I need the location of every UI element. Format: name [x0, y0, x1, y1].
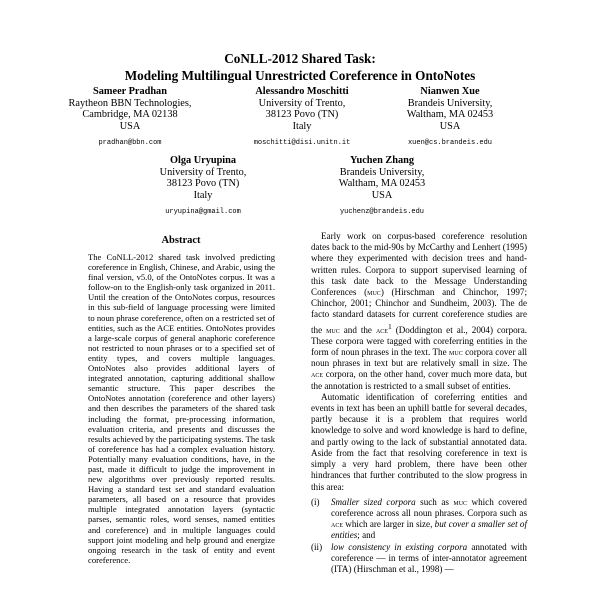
acronym: muc	[453, 496, 468, 507]
author-email: pradhan@bbn.com	[98, 139, 162, 147]
author-block	[60, 86, 200, 150]
author-affil-line: Waltham, MA 02453	[338, 178, 426, 189]
list-label: (i)	[311, 496, 320, 507]
emphasis: Smaller sized corpora	[331, 496, 416, 507]
acronym: muc	[367, 287, 381, 298]
title-line-2: Modeling Multilingual Unrestricted Coreference in OntoNotes	[124, 68, 476, 83]
intro-paragraph-1	[311, 231, 527, 392]
author-block	[312, 155, 452, 219]
author-affil-line: 38123 Povo (TN)	[265, 109, 339, 120]
text-run: annotated with coreference — in terms of inter-annotator agreement (ITA) (Hirschman et al., 1998) —	[331, 541, 527, 574]
text-run: corpora, on the other hand, cover much more data, but the annotation is restricted to a small subset of entities.	[311, 369, 527, 391]
acronym: muc	[326, 324, 340, 335]
text-run: corpora cover all noun phrases in text but are relatively small in size. The	[311, 347, 527, 369]
list-item	[311, 542, 527, 576]
author-affil-line: 38123 Povo (TN)	[166, 178, 240, 189]
acronym: ace	[375, 324, 388, 335]
emphasis: low consistency in existing corpora	[331, 541, 468, 552]
list-label: (ii)	[311, 541, 323, 552]
text-run: (Doddington et al., 2004) corpora. These corpora were tagged with coreferring entities in the form of noun phrases in the text. The	[311, 324, 528, 358]
author-affil-line: Cambridge, MA 02138	[82, 109, 178, 120]
author-block	[380, 86, 520, 150]
author-name: Yuchen Zhang	[349, 155, 414, 166]
author-email: uryupina@gmail.com	[165, 208, 241, 216]
body-column	[311, 231, 527, 575]
text-run: ) (Hirschman and Chinchor, 1997; Chinchor, 2001; Chinchor and Sundheim, 2003). The de facto standard datasets for current coreference studies are the	[311, 287, 527, 335]
author-email: xuen@cs.brandeis.edu	[407, 139, 492, 147]
text-run: which covered coreference across all noun phrases. Corpora such as	[331, 496, 527, 518]
author-block	[232, 86, 372, 150]
author-name: Olga Uryupina	[169, 155, 237, 166]
author-affil-line: Raytheon BBN Technologies,	[68, 97, 192, 109]
text-run: which are larger in size,	[343, 519, 435, 530]
author-name: Nianwen Xue	[420, 86, 480, 97]
acronym: ace	[331, 519, 343, 530]
list-item	[311, 497, 527, 542]
intro-paragraph-2: Automatic identification of coreferring entities and events in text has been an uphill battle for several decades, partly because it is a problem that requires world knowledge to solve and word knowledge is hard to define, and partly owing to the lack of substantial annotated data. Aside from the fact that resolving coreference in text is simply a very hard problem, there have been other hindrances that further contributed to the slow progress in this area:	[311, 391, 527, 492]
author-affil-line: University of Trento,	[258, 97, 346, 109]
author-affil-line: USA	[371, 189, 393, 201]
abstract-heading: Abstract	[161, 235, 201, 246]
author-email: yuchenz@brandeis.edu	[339, 208, 424, 216]
text-run: Early work on corpus-based coreference resolution dates back to the mid-90s by McCarthy and Lenhert (1995) where they experimented with decision trees and hand-written rules. Corpora to support supervised learning of this task date back to the Message Understanding Conferences (	[311, 231, 527, 298]
title-line-1: CoNLL-2012 Shared Task:	[224, 51, 376, 66]
author-affil-line: Brandeis University,	[407, 97, 493, 109]
footnote-marker: 1	[387, 321, 392, 331]
author-affil-line: USA	[119, 120, 141, 132]
author-name: Alessandro Moschitti	[255, 86, 349, 97]
text-run: ; and	[357, 530, 376, 541]
author-block	[133, 155, 273, 219]
author-affil-line: Italy	[193, 189, 213, 201]
author-email: moschitti@disi.unitn.it	[253, 139, 351, 147]
acronym: ace	[311, 369, 323, 380]
abstract-text: The CoNLL-2012 shared task involved predicting coreference in English, Chinese, and Arabic, using the final version, v5.0, of the OntoNotes corpus. It was a follow-on to the English-only task organized in 2011. Until the creation of the OntoNotes corpus, resources in this sub-field of language processing were limited to noun phrase coreference, often on a restricted set of entities, such as the ACE entities. OntoNotes provides a large-scale corpus of general anaphoric coreference not restricted to noun phrases or to a specified set of entity types, and covers multiple languages. OntoNotes also provides additional layers of integrated annotation, capturing additional shallow semantic structure. This paper describes the OntoNotes annotation (coreference and other layers) and then describes the parameters of the shared task including the format, pre-processing information, evaluation criteria, and presents and discusses the results achieved by the participating systems. The task of coreference has had a complex evaluation history. Potentially many evaluation conditions, have, in the past, made it difficult to judge the improvement in new algorithms over previously reported results. Having a standard test set and standard evaluation parameters, all based on a resource that provides multiple integrated annotation layers (syntactic parses, semantic roles, word senses, named entities and coreference) and in multiple languages could support joint modeling and help ground and energize ongoing research in the task of entity and event coreference.	[88, 252, 275, 565]
author-affil-line: Brandeis University,	[339, 166, 425, 178]
author-affil-line: Italy	[292, 120, 312, 132]
author-affil-line: Waltham, MA 02453	[406, 109, 494, 120]
text-run: and the	[339, 324, 376, 335]
hindrance-list	[311, 497, 527, 575]
author-affil-line: USA	[439, 120, 461, 132]
paper-title	[0, 50, 600, 84]
acronym: muc	[449, 347, 463, 358]
emphasis: but cover a smaller set of entities	[331, 519, 527, 541]
author-name: Sameer Pradhan	[93, 86, 167, 97]
text-run: such as	[415, 496, 454, 507]
author-affil-line: University of Trento,	[159, 166, 247, 178]
